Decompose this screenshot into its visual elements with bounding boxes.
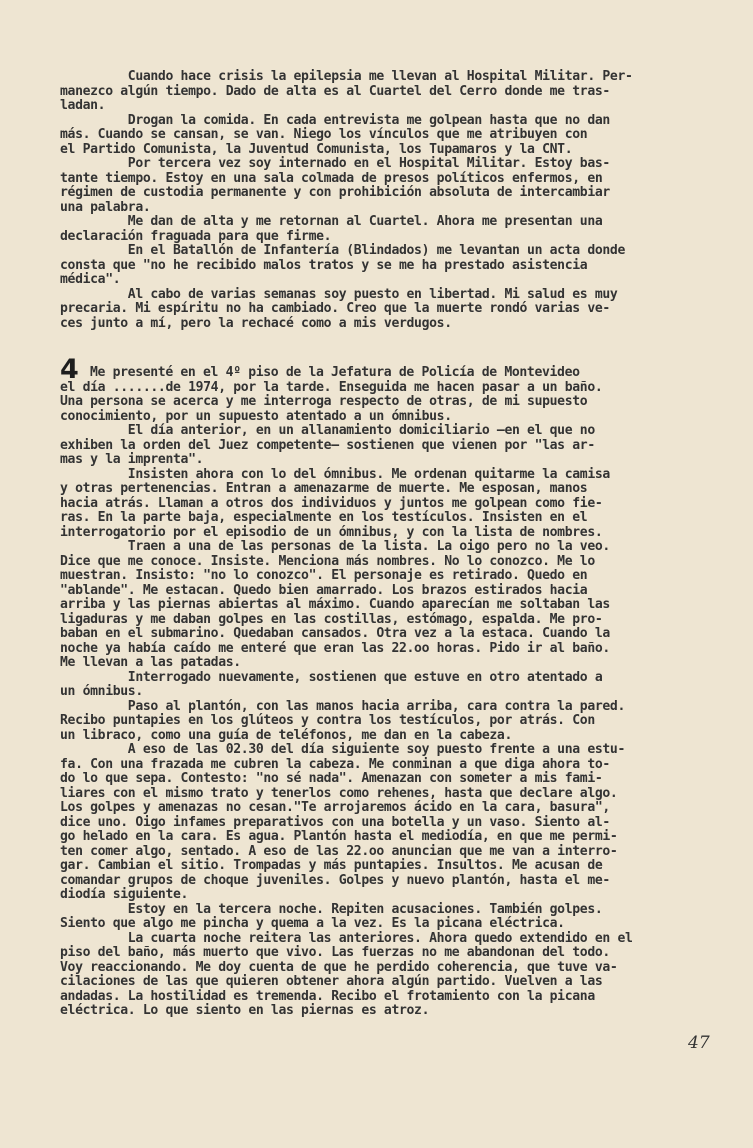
page-number: 47	[688, 1033, 710, 1053]
text-line: manezco algún tiempo. Dado de alta es al Cuartel del Cerro donde me tras-	[60, 83, 610, 99]
text-line: el día .......de 1974, por la tarde. Enseguida me hacen pasar a un baño.	[60, 379, 603, 395]
text-line: ladan.	[60, 98, 106, 113]
text-line: cilaciones de las que quieren obtener ahora algún partido. Vuelven a las	[60, 974, 603, 989]
text-line: El día anterior, en un allanamiento domiciliario —en el que no	[60, 423, 595, 438]
section-2-first-line	[60, 354, 720, 385]
text-line: hacia atrás. Llaman a otros dos individuos y juntos me golpean como fie-	[60, 495, 603, 511]
text-line: Interrogado nuevamente, sostienen que estuve en otro atentado a	[60, 669, 603, 685]
text-line: Me llevan a las patadas.	[60, 655, 241, 670]
text-line: andadas. La hostilidad es tremenda. Recibo el frotamiento con la picana	[60, 988, 595, 1004]
text-line: La cuarta noche reitera las anteriores. Ahora quedo extendido en el	[60, 930, 633, 946]
text-line: Por tercera vez soy internado en el Hospital Militar. Estoy bas-	[60, 156, 610, 171]
text-line: do lo que sepa. Contesto: "no sé nada". Amenazan con someter a mis fami-	[60, 771, 603, 786]
text-line: exhiben la orden del Juez competente— sostienen que vienen por "las ar-	[60, 437, 595, 453]
text-line: ligaduras y me daban golpes en las costillas, estómago, espalda. Me pro-	[60, 611, 603, 627]
text-line: un ómnibus.	[60, 684, 143, 699]
text-line: noche ya había caído me enteré que eran las 22.oo horas. Pido ir al baño.	[60, 640, 610, 656]
text-line: Traen a una de las personas de la lista. La oigo pero no la veo.	[60, 539, 610, 554]
section-1	[60, 70, 720, 331]
text-line: gar. Cambian el sitio. Trompadas y más puntapies. Insultos. Me acusan de	[60, 858, 603, 873]
text-line: arriba y las piernas abiertas al máximo. Cuando aparecían me soltaban las	[60, 597, 610, 612]
text-line: más. Cuando se cansan, se van. Niego los vínculos que me atribuyen con	[60, 127, 588, 142]
text-line: piso del baño, más muerto que vivo. Las fuerzas no me abandonan del todo.	[60, 945, 610, 960]
text-line: Estoy en la tercera noche. Repiten acusaciones. También golpes.	[60, 901, 603, 917]
text-line: conocimiento, por un supuesto atentado a un ómnibus.	[60, 408, 452, 424]
text-line: declaración fraguada para que firme.	[60, 228, 332, 244]
text-line: Una persona se acerca y me interroga respecto de otras, de mi supuesto	[60, 394, 588, 409]
text-line: "ablande". Me estacan. Quedo bien amarrado. Los brazos estirados hacia	[60, 582, 588, 598]
text-line: ras. En la parte baja, especialmente en los testículos. Insisten en el	[60, 510, 588, 525]
text-line: Dice que me conoce. Insiste. Menciona más nombres. No lo conozco. Me lo	[60, 553, 595, 569]
text-line: go helado en la cara. Es agua. Plantón hasta el mediodía, en que me permi-	[60, 829, 618, 844]
text-line: diodía siguiente.	[60, 887, 189, 902]
text-line: el Partido Comunista, la Juventud Comunista, los Tupamaros y la CNT.	[60, 141, 573, 157]
text-line: un libraco, como una guía de teléfonos, me dan en la cabeza.	[60, 727, 512, 743]
text-line: Insisten ahora con lo del ómnibus. Me ordenan quitarme la camisa	[60, 466, 610, 482]
text-line: comandar grupos de choque juveniles. Golpes y nuevo plantón, hasta el me-	[60, 872, 610, 888]
text-line: médica".	[60, 272, 121, 287]
text-line: baban en el submarino. Quedaban cansados. Otra vez a la estaca. Cuando la	[60, 626, 610, 641]
text-line: eléctrica. Lo que siento en las piernas es atroz.	[60, 1003, 430, 1018]
text-line: Drogan la comida. En cada entrevista me golpean hasta que no dan	[60, 112, 610, 128]
text-line: dice uno. Oigo infames preparativos con una botella y un vaso. Siento al-	[60, 814, 610, 830]
text-line: precaria. Mi espíritu no ha cambiado. Creo que la muerte rondó varias ve-	[60, 301, 610, 316]
section-number: 4	[60, 354, 79, 385]
section-gap	[60, 331, 720, 363]
text-line: fa. Con una frazada me cubren la cabeza. Me conminan a que diga ahora to-	[60, 756, 610, 772]
text-line: consta que "no he recibido malos tratos y se me ha prestado asistencia	[60, 257, 588, 273]
text-line: interrogatorio por el episodio de un ómnibus, y con la lista de nombres.	[60, 524, 603, 540]
section-2	[60, 354, 720, 1019]
text-line: y otras pertenencias. Entran a amenazarme de muerte. Me esposan, manos	[60, 481, 588, 496]
text-line: Voy reaccionando. Me doy cuenta de que he perdido coherencia, que tuve va-	[60, 959, 618, 975]
text-line: muestran. Insisto: "no lo conozco". El personaje es retirado. Quedo en	[60, 568, 588, 583]
text-line: una palabra.	[60, 199, 151, 215]
text-line: Paso al plantón, con las manos hacia arriba, cara contra la pared.	[60, 698, 625, 714]
text-line: Recibo puntapies en los glúteos y contra los testículos, por atrás. Con	[60, 713, 595, 728]
text-line: ten comer algo, sentado. A eso de las 22.oo anuncian que me van a interro-	[60, 843, 618, 859]
text-line: Siento que algo me pincha y quema a la vez. Es la picana eléctrica.	[60, 916, 565, 931]
body-text	[60, 70, 720, 1019]
text-line: tante tiempo. Estoy en una sala colmada de presos políticos enfermos, en	[60, 170, 603, 186]
text-line: A eso de las 02.30 del día siguiente soy puesto frente a una estu-	[60, 742, 625, 757]
text-line: Al cabo de varias semanas soy puesto en libertad. Mi salud es muy	[60, 286, 618, 302]
text-line: régimen de custodia permanente y con prohibición absoluta de intercambiar	[60, 185, 610, 200]
section-2-opening-text: Me presenté en el 4º piso de la Jefatura de Policía de Montevideo	[90, 365, 580, 380]
text-line: Cuando hace crisis la epilepsia me llevan al Hospital Militar. Per-	[60, 69, 633, 84]
text-line: Me dan de alta y me retornan al Cuartel. Ahora me presentan una	[60, 214, 603, 229]
text-line: liares con el mismo trato y tenerlos como rehenes, hasta que declare algo.	[60, 785, 618, 801]
text-line: En el Batallón de Infantería (Blindados) me levantan un acta donde	[60, 243, 625, 258]
text-line: Los golpes y amenazas no cesan."Te arrojaremos ácido en la cara, basura",	[60, 800, 610, 815]
text-line: mas y la imprenta".	[60, 452, 204, 467]
text-line: ces junto a mí, pero la rechacé como a mis verdugos.	[60, 315, 452, 331]
